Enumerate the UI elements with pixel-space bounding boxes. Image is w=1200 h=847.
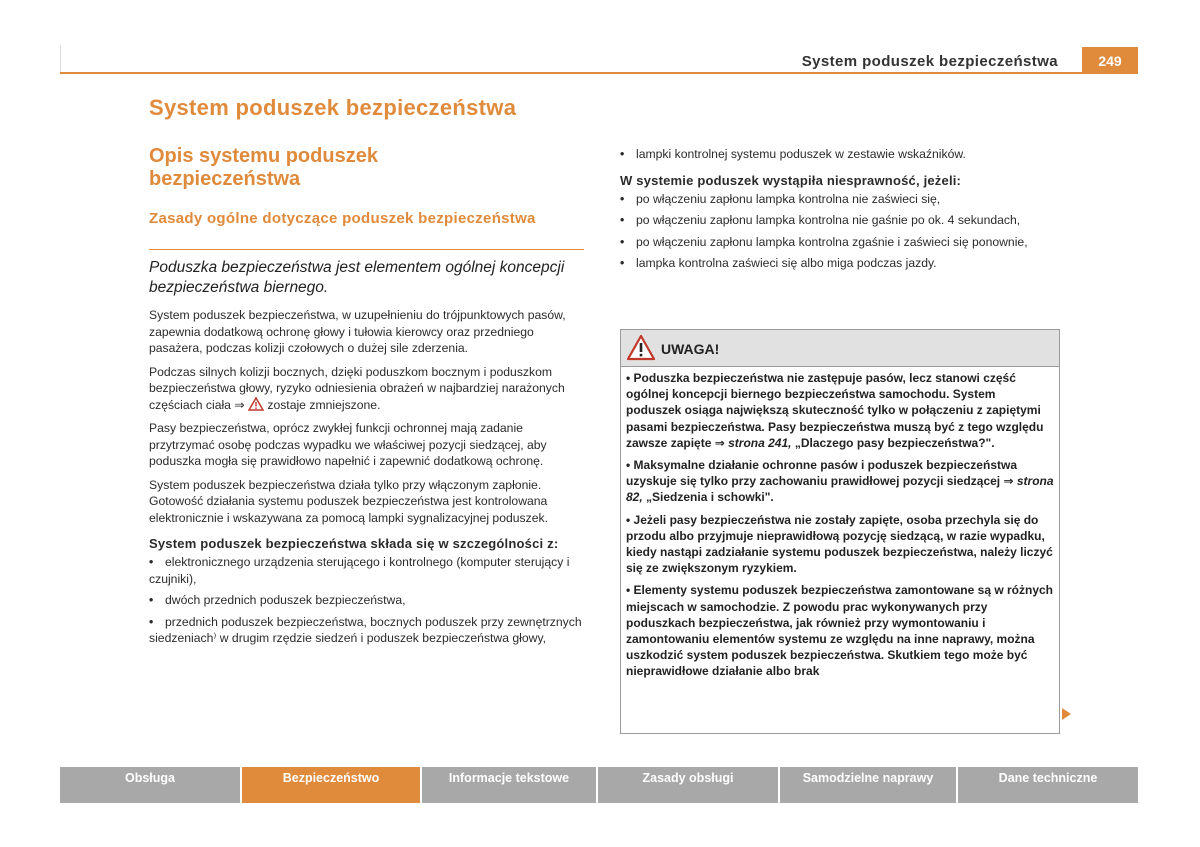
warning-item-text: Jeżeli pasy bezpieczeństwa nie zostały zapięte, osoba przechyla się do przodu albo przyjmuje nieprawidłową pozycję siedzącą, w razie wypadku, kiedy nastąpi zadziałanie systemu poduszek bezpieczeństwa, należy liczyć się ze zwiększonym ryzykiem. [626, 512, 1053, 576]
bullet-icon: • [149, 614, 154, 629]
bullet-icon: • [620, 191, 625, 206]
nav-tab-zasady-obslugi[interactable]: Zasady obsługi [598, 767, 780, 803]
warning-item: • Maksymalne działanie ochronne pasów i poduszek bezpieczeństwa uzyskuje się tylko przy zachowaniu prawidłowej pozycji siedzącej ⇒ strona 82, „Siedzenia i schowki". [626, 458, 1054, 505]
list-item [620, 191, 1060, 208]
page-reference[interactable]: strona 82, [626, 474, 1054, 505]
warning-body [626, 370, 1054, 686]
list-item-text: elektronicznego urządzenia sterującego i kontrolnego (komputer sterujący i czujniki), [149, 555, 570, 586]
warning-item: • Poduszka bezpieczeństwa nie zastępuje pasów, lecz stanowi część ogólnej koncepcji biernego bezpieczeństwa samochodu. System poduszek osiąga największą skuteczność tylko w połączeniu z zapiętymi pasami bezpieczeństwa. Pasy bezpieczeństwa muszą być z tego względu zawsze zapięte ⇒ strona 241, „Dlaczego pasy bezpieczeństwa?". [626, 371, 1044, 450]
list-heading: W systemie poduszek wystąpiła niesprawność, jeżeli: [620, 172, 962, 188]
list-item [620, 234, 1060, 251]
paragraph: Pasy bezpieczeństwa, oprócz zwykłej funkcji ochronnej mają zadanie przytrzymać osobę podczas wypadku we właściwej pozycji siedzącej, aby poduszka mogła się prawidłowo napełnić i zapewnić dodatkową ochronę. [149, 421, 547, 468]
paragraph: System poduszek bezpieczeństwa, w uzupełnieniu do trójpunktowych pasów, zapewnia dodatkową ochronę głowy i tułowia kierowcy oraz przedniego pasażera, podczas kolizji czołowych o dużej sile zderzenia. [149, 308, 566, 355]
page-number: 249 [1082, 47, 1138, 74]
subsection-rule [149, 249, 584, 250]
section-title: Opis systemu poduszek bezpieczeństwa [149, 145, 378, 190]
bullet-icon: • [149, 593, 154, 607]
list-item [149, 554, 584, 587]
warning-item-text: Maksymalne działanie ochronne pasów i poduszek bezpieczeństwa uzyskuje się tylko przy zachowaniu prawidłowej pozycji siedzącej ⇒ [626, 458, 1017, 489]
warning-box [620, 329, 1060, 734]
list-item [620, 255, 1060, 272]
list-item [149, 592, 584, 609]
list-item-text: przednich poduszek bezpieczeństwa, bocznych poduszek przy zewnętrznych siedzeniach⁾ w drugim rzędzie siedzeń i poduszek bezpieczeństwa głowy, [149, 614, 582, 645]
paragraph: System poduszek bezpieczeństwa działa tylko przy włączonym zapłonie. Gotowość działania systemu poduszek bezpieczeństwa jest kontrolowana elektronicznie i wskazywana za pomocą lampki sygnalizacyjnej poduszek. [149, 477, 548, 525]
continued-arrow-icon [1062, 708, 1071, 720]
right-column [620, 146, 1060, 277]
warning-triangle-icon [626, 334, 656, 361]
warning-item-text: Poduszka bezpieczeństwa nie zastępuje pasów, lecz stanowi część ogólnej koncepcji biernego bezpieczeństwa samochodu. System poduszek osiąga największą skuteczność tylko w połączeniu z zapiętymi pasami bezpieczeństwa. Pasy bezpieczeństwa muszą być z tego względu zawsze zapięte ⇒ [626, 371, 1044, 450]
list-item-text: po włączeniu zapłonu lampka kontrolna nie gaśnie po ok. 4 sekundach, [636, 213, 1021, 227]
warning-item-text: Elementy systemu poduszek bezpieczeństwa zamontowane są w różnych miejscach w samochodzie. Z powodu prac wykonywanych przy poduszkach bezpieczeństwa, jak również przy wymontowaniu i zamontowaniu elementów systemu ze względu na inne naprawy, można uszkodzić system poduszek bezpieczeństwa. Skutkiem tego może być nieprawidłowe działanie albo brak [626, 583, 1054, 679]
list-item [149, 614, 584, 647]
list-item-text: lampki kontrolnej systemu poduszek w zestawie wskaźników. [636, 147, 966, 161]
running-title: System poduszek bezpieczeństwa [801, 53, 1058, 70]
bottom-nav [60, 767, 1138, 803]
header-left-rule [60, 45, 61, 75]
bullet-icon: • [620, 234, 625, 249]
warning-item: • Elementy systemu poduszek bezpieczeństwa zamontowane są w różnych miejscach w samochodzie. Z powodu prac wykonywanych przy poduszkach bezpieczeństwa, jak również przy wymontowaniu i zamontowaniu elementów systemu ze względu na inne naprawy, można uszkodzić system poduszek bezpieczeństwa. Skutkiem tego może być nieprawidłowe działanie albo brak [626, 583, 1054, 679]
warning-title: UWAGA! [661, 341, 720, 357]
page-reference[interactable]: strona 241, [728, 435, 792, 450]
list-item-text: po włączeniu zapłonu lampka kontrolna zgaśnie i zaświeci się ponownie, [636, 234, 1028, 249]
nav-tab-samodzielne-naprawy[interactable]: Samodzielne naprawy [780, 767, 958, 803]
list-item [620, 212, 1060, 229]
nav-tab-obsluga[interactable]: Obsługa [60, 767, 242, 803]
list-heading: System poduszek bezpieczeństwa składa się w szczególności z: [149, 536, 559, 551]
left-column [149, 307, 584, 652]
warning-triangle-icon [248, 397, 264, 411]
bullet-icon: • [620, 256, 625, 270]
bullet-icon: • [620, 213, 625, 227]
list-item [620, 146, 1060, 163]
list-item-text: po włączeniu zapłonu lampka kontrolna nie zaświeci się, [636, 191, 941, 206]
nav-tab-bezpieczenstwo[interactable]: Bezpieczeństwo [242, 767, 422, 803]
warning-item: • Jeżeli pasy bezpieczeństwa nie zostały zapięte, osoba przechyla się do przodu albo przyjmuje nieprawidłową pozycję siedzącą, w razie wypadku, kiedy nastąpi zadziałanie systemu poduszek bezpieczeństwa, należy liczyć się ze zwiększonym ryzykiem. [626, 512, 1053, 576]
reference-title: „Siedzenia i schowki". [646, 490, 774, 505]
bullet-icon: • [149, 555, 154, 569]
nav-tab-dane-techniczne[interactable]: Dane techniczne [998, 771, 1098, 785]
paragraph-start: Podczas silnych kolizji bocznych, dzięki poduszkom bocznym i poduszkom bezpieczeństwa głowy, ryzyko odniesienia obrażeń w najbardziej narażonych częściach ciała ⇒ [149, 364, 565, 412]
lead-paragraph: Poduszka bezpieczeństwa jest elementem ogólnej koncepcji bezpieczeństwa biernego. [149, 259, 565, 296]
paragraph [149, 364, 584, 414]
list-item-text: dwóch przednich poduszek bezpieczeństwa, [165, 593, 406, 607]
list-item-text: lampka kontrolna zaświeci się albo miga podczas jazdy. [636, 256, 937, 270]
page-title: System poduszek bezpieczeństwa [149, 95, 517, 120]
bullet-icon: • [620, 147, 625, 161]
paragraph-end: zostaje zmniejszone. [267, 397, 381, 412]
header-rule [60, 72, 1138, 74]
warning-header [621, 330, 1059, 367]
reference-title: „Dlaczego pasy bezpieczeństwa?". [794, 435, 995, 450]
nav-tab-informacje-tekstowe[interactable]: Informacje tekstowe [422, 767, 598, 803]
subsection-title: Zasady ogólne dotyczące poduszek bezpieczeństwa [149, 210, 536, 227]
